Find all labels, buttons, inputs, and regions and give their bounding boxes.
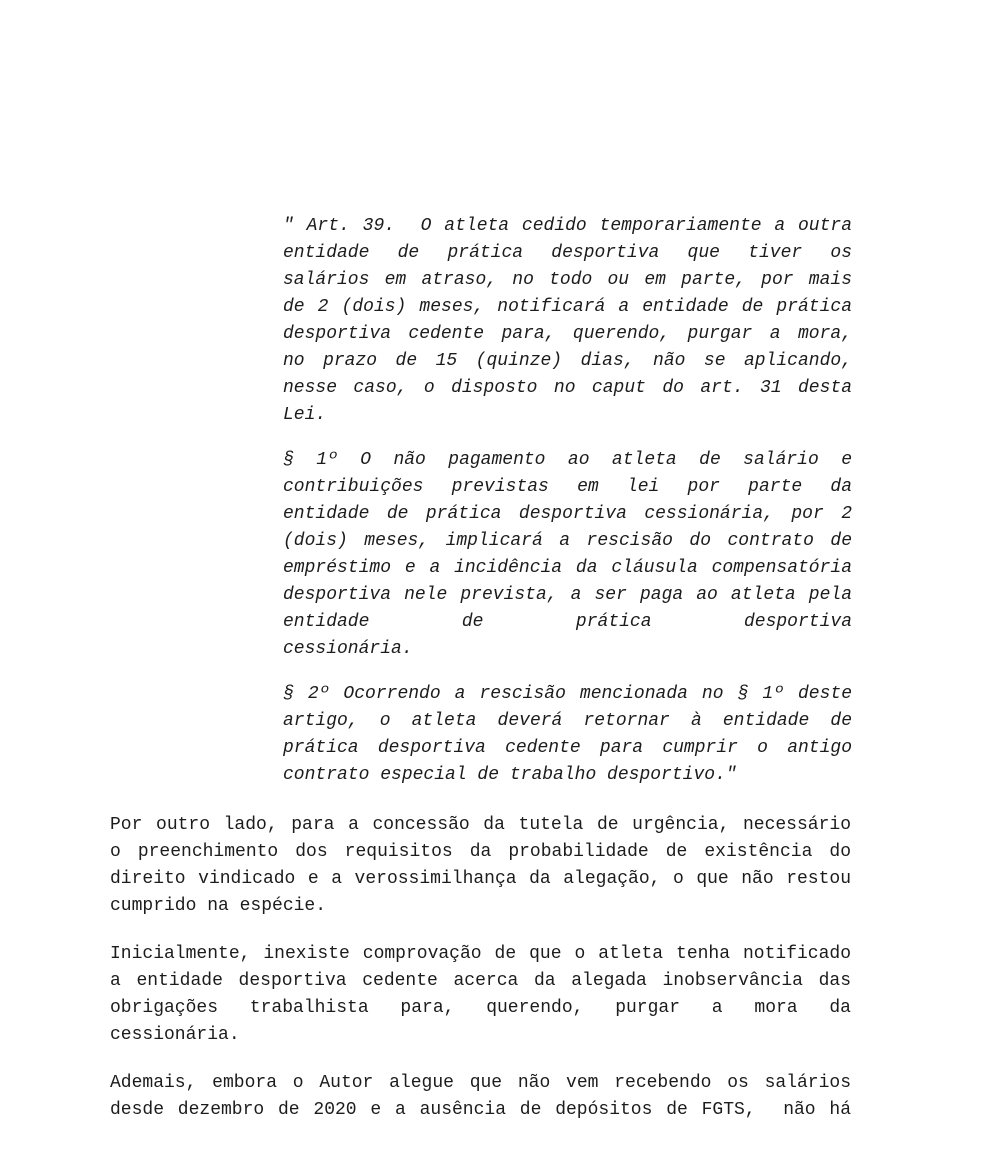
text-line: direito vindicado e a verossimilhança da alegação, o que não restou <box>110 869 851 889</box>
text-line: artigo, o atleta deverá retornar à entidade de <box>283 711 852 731</box>
text-line: no prazo de 15 (quinze) dias, não se aplicando, <box>283 351 852 371</box>
text-line: salários em atraso, no todo ou em parte, por mais <box>283 270 852 290</box>
quote-paragraph-art-39-par-2 <box>283 681 852 789</box>
quote-paragraph-art-39-par-1 <box>283 447 852 663</box>
text-line: " Art. 39. O atleta cedido temporariamente a outra <box>283 216 852 236</box>
text-line: desportiva nele prevista, a ser paga ao atleta pela <box>283 585 852 605</box>
text-line: prática desportiva cedente para cumprir o antigo <box>283 738 852 758</box>
text-line: cessionária. <box>283 639 413 659</box>
text-line: desportiva cedente para, querendo, purgar a mora, <box>283 324 852 344</box>
text-line: o preenchimento dos requisitos da probabilidade de existência do <box>110 842 851 862</box>
text-line: entidade de prática desportiva <box>283 612 852 632</box>
text-line: entidade de prática desportiva cessionária, por 2 <box>283 504 852 524</box>
text-line: nesse caso, o disposto no caput do art. 31 desta <box>283 378 852 398</box>
text-line: obrigações trabalhista para, querendo, purgar a mora da <box>110 998 851 1018</box>
legal-quote-block <box>283 213 852 807</box>
text-line: Inicialmente, inexiste comprovação de que o atleta tenha notificado <box>110 944 851 964</box>
text-line: de 2 (dois) meses, notificará a entidade de prática <box>283 297 852 317</box>
text-line: contribuições previstas em lei por parte da <box>283 477 852 497</box>
text-line: Por outro lado, para a concessão da tutela de urgência, necessário <box>110 815 851 835</box>
text-line: contrato especial de trabalho desportivo." <box>283 765 737 785</box>
quote-paragraph-art-39-caput <box>283 213 852 429</box>
body-paragraph-salarios-fgts <box>110 1070 851 1124</box>
text-line: Lei. <box>283 405 327 425</box>
body-text-block <box>110 812 851 1145</box>
text-line: (dois) meses, implicará a rescisão do contrato de <box>283 531 852 551</box>
body-paragraph-notificacao <box>110 941 851 1049</box>
text-line: empréstimo e a incidência da cláusula compensatória <box>283 558 852 578</box>
text-line: cessionária. <box>110 1025 240 1045</box>
body-paragraph-tutela-urgencia <box>110 812 851 920</box>
text-line: cumprido na espécie. <box>110 896 327 916</box>
text-line: a entidade desportiva cedente acerca da alegada inobservância das <box>110 971 851 991</box>
text-line: entidade de prática desportiva que tiver os <box>283 243 852 263</box>
text-line: desde dezembro de 2020 e a ausência de depósitos de FGTS, não há <box>110 1100 851 1120</box>
text-line: § 1º O não pagamento ao atleta de salário e <box>283 450 852 470</box>
text-line: § 2º Ocorrendo a rescisão mencionada no § 1º deste <box>283 684 852 704</box>
text-line: Ademais, embora o Autor alegue que não vem recebendo os salários <box>110 1073 851 1093</box>
